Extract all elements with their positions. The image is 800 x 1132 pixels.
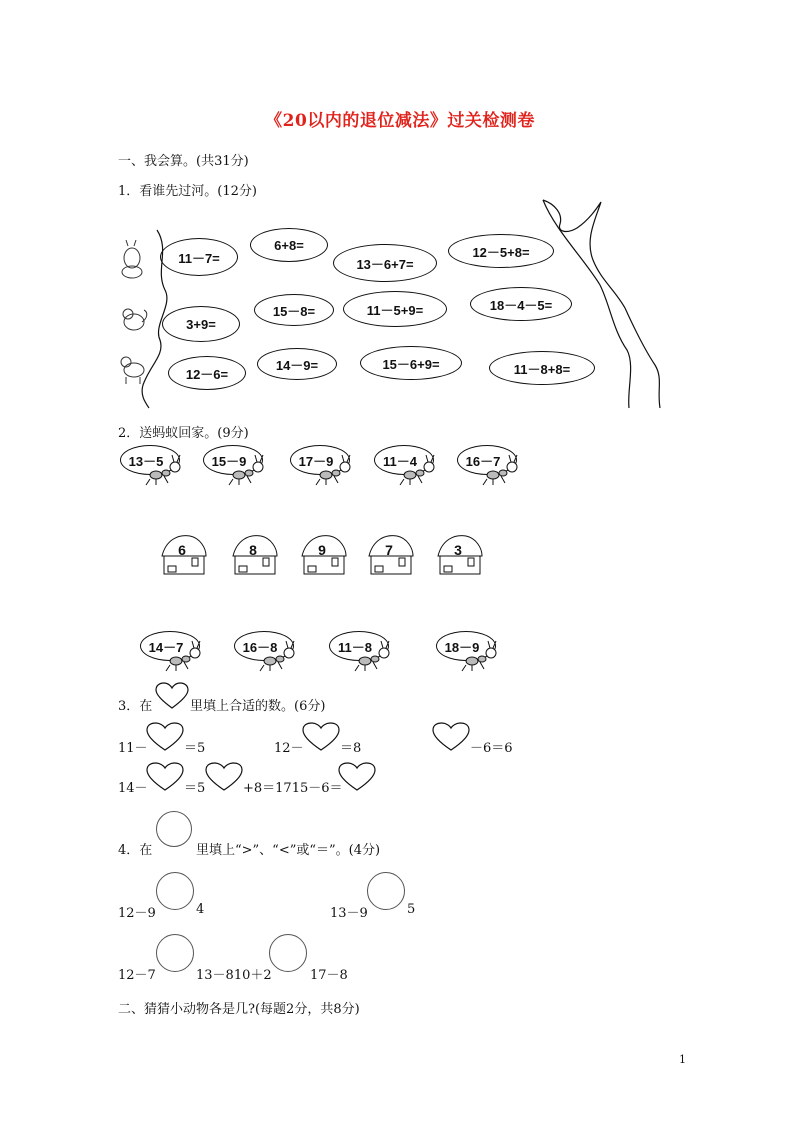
equation-ellipse: 6+8=: [250, 228, 328, 262]
ant-icon: [436, 631, 508, 673]
question-four-label-end: 里填上“>”、“<”或“＝”。(4分): [196, 843, 381, 858]
equation-ellipse: 11－5+9=: [343, 291, 447, 327]
ant-equation-label: 16－7: [457, 445, 517, 475]
ant-equation-label: 16－8: [234, 631, 294, 661]
ant-equation-card: [329, 631, 401, 673]
ant-equation-label: 18－9: [436, 631, 496, 661]
heart-answer-box[interactable]: [302, 722, 340, 752]
question-three-label-start: 3．在: [118, 699, 153, 714]
ant-icon: [329, 631, 401, 673]
house-card: [436, 532, 484, 576]
equation-ellipse: 13－6+7=: [333, 244, 437, 282]
equation-ellipse: 14－9=: [257, 348, 337, 380]
circle-answer-box[interactable]: [269, 934, 307, 972]
q4-blank-1-prefix: 12－9: [118, 906, 156, 921]
page-title: 《20以内的退位减法》过关检测卷: [265, 111, 535, 131]
heart-answer-box[interactable]: [338, 762, 376, 792]
house-card: [300, 532, 348, 576]
ant-icon: [203, 445, 275, 487]
equation-ellipse: 12－5+8=: [448, 234, 554, 268]
question-three-label-end: 里填上合适的数。(6分): [190, 699, 326, 714]
ant-equation-card: [234, 631, 306, 673]
equation-ellipse: 15－8=: [254, 294, 334, 326]
section-one-heading: 一、我会算。(共31分): [118, 154, 249, 169]
q3-row2-prefix: 14－: [118, 781, 148, 796]
ant-equation-label: 17－9: [290, 445, 350, 475]
ant-icon: [120, 445, 192, 487]
dog-icon: [121, 357, 144, 384]
q3-row2-middle-1: ＝5: [184, 781, 206, 796]
question-one-label: 1．看谁先过河。(12分): [118, 184, 257, 199]
question-four-label-start: 4．在: [118, 843, 153, 858]
section-two-heading: 二、猜猜小动物各是几?(每题2分，共8分): [118, 1002, 360, 1017]
heart-answer-box[interactable]: [146, 762, 184, 792]
page-number: 1: [679, 1053, 686, 1066]
house-number: 9: [318, 542, 326, 558]
heart-answer-box[interactable]: [205, 762, 243, 792]
ant-equation-card: [203, 445, 275, 487]
circle-icon: [156, 811, 192, 847]
ant-equation-card: [374, 445, 446, 487]
house-number: 3: [454, 542, 462, 558]
ant-icon: [290, 445, 362, 487]
equation-ellipse: 18－4－5=: [470, 287, 572, 321]
q4-row2-middle: 13－810＋2: [196, 968, 272, 983]
question-two-label: 2．送蚂蚁回家。(9分): [118, 426, 249, 441]
q3-blank-1-suffix: ＝5: [184, 741, 206, 756]
ant-icon: [457, 445, 529, 487]
house-card: [160, 532, 208, 576]
equation-ellipse: 15－6+9=: [360, 346, 462, 380]
ant-icon: [234, 631, 306, 673]
circle-answer-box[interactable]: [367, 872, 405, 910]
house-number: 6: [178, 542, 186, 558]
equation-ellipse: 3+9=: [162, 306, 240, 342]
ant-equation-card: [457, 445, 529, 487]
ant-equation-label: 11－8: [329, 631, 389, 661]
q3-blank-2-suffix: ＝8: [340, 741, 362, 756]
rabbit-icon: [122, 240, 142, 278]
ant-equation-label: 15－9: [203, 445, 263, 475]
heart-icon: [155, 682, 189, 710]
heart-answer-box[interactable]: [432, 722, 470, 752]
circle-answer-box[interactable]: [156, 934, 194, 972]
q4-blank-2-suffix: 5: [407, 902, 416, 917]
equation-ellipse: 11－8+8=: [489, 351, 595, 385]
q3-blank-1-prefix: 11－: [118, 741, 148, 756]
q3-row2-middle-2: +8＝1715－6＝: [243, 781, 343, 796]
ant-equation-card: [140, 631, 212, 673]
ant-equation-label: 13－5: [120, 445, 180, 475]
q4-blank-2-prefix: 13－9: [330, 906, 368, 921]
cat-icon: [123, 309, 147, 330]
equation-ellipse: 12－6=: [168, 356, 246, 390]
ant-equation-card: [436, 631, 508, 673]
house-number: 8: [249, 542, 257, 558]
ant-icon: [374, 445, 446, 487]
house-number: 7: [385, 542, 393, 558]
heart-answer-box[interactable]: [146, 722, 184, 752]
ant-equation-label: 11－4: [374, 445, 434, 475]
circle-answer-box[interactable]: [156, 872, 194, 910]
equation-ellipse: 11－7=: [160, 238, 238, 276]
house-card: [367, 532, 415, 576]
q4-blank-1-suffix: 4: [196, 902, 205, 917]
q3-blank-2-prefix: 12－: [274, 741, 304, 756]
ant-equation-label: 14－7: [140, 631, 200, 661]
ant-icon: [140, 631, 212, 673]
animal-illustrations: [118, 240, 158, 390]
ant-equation-card: [120, 445, 192, 487]
ant-equation-card: [290, 445, 362, 487]
house-card: [231, 532, 279, 576]
q4-row2-suffix: 17－8: [310, 968, 348, 983]
q3-blank-3-suffix: －6＝6: [470, 741, 513, 756]
q4-row2-prefix: 12－7: [118, 968, 156, 983]
